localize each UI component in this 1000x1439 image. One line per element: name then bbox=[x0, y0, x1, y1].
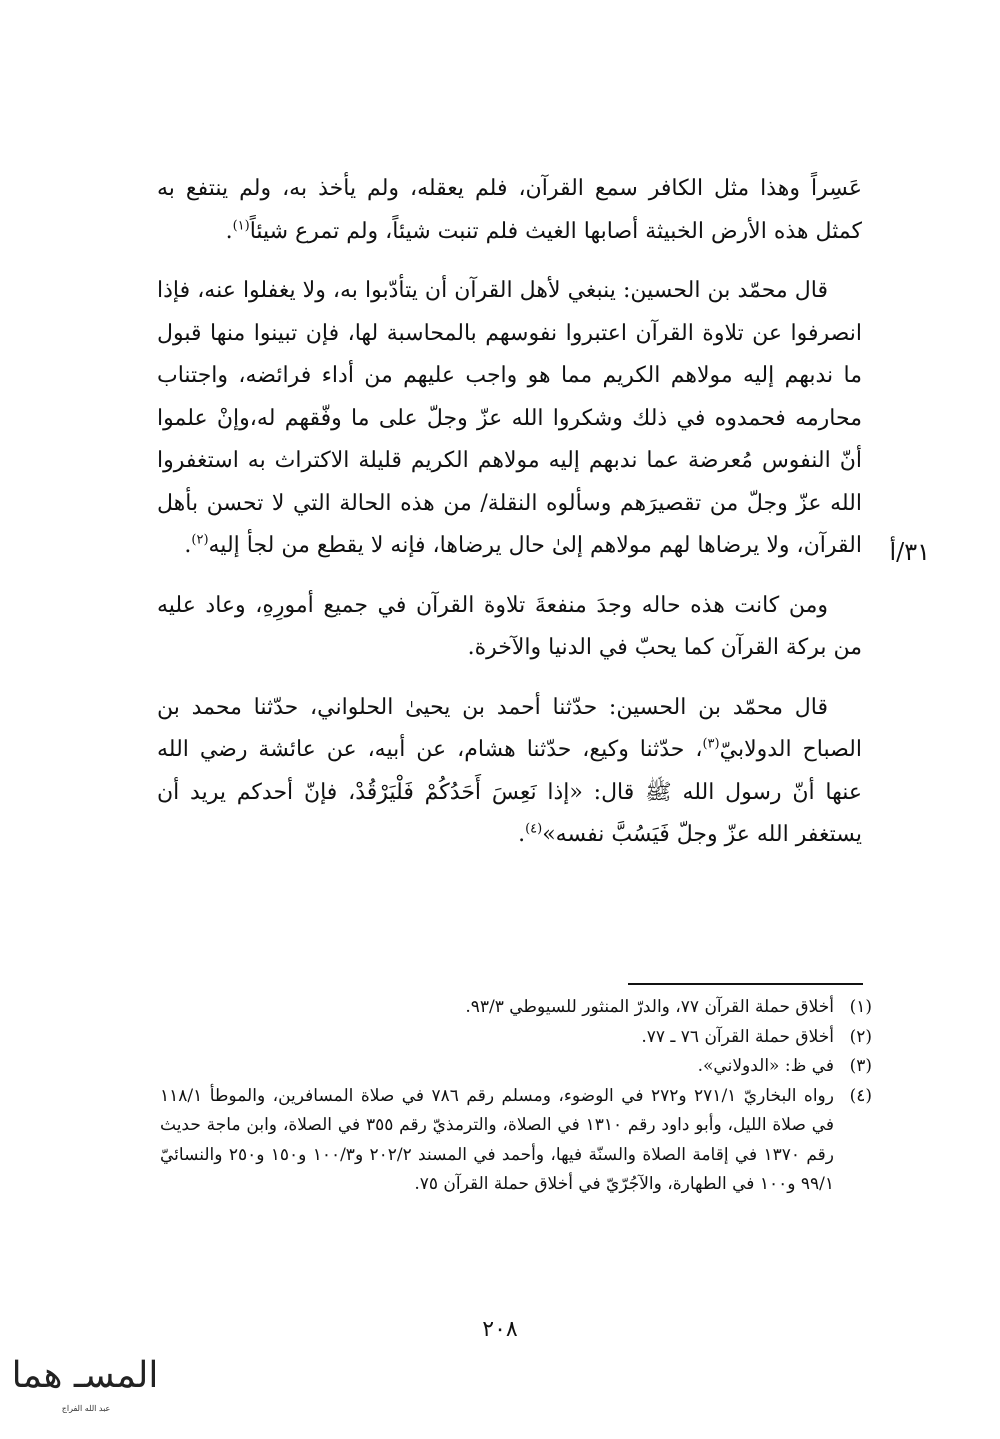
main-text bbox=[157, 168, 862, 857]
paragraph-4-text-a: قال محمّد بن الحسين: حدّثنا أحمد بن يحيىٰ الحلواني، حدّثنا محمد بن الصباح الدولابيّ bbox=[157, 694, 862, 762]
footnote-item bbox=[160, 1082, 872, 1200]
footnote-ref-2: (٢) bbox=[191, 532, 209, 548]
footnote-item bbox=[160, 1052, 872, 1082]
paragraph-4-text-b: ، حدّثنا وكيع، حدّثنا هشام، عن أبيه، عن عائشة رضي الله عنها أنّ رسول الله ﷺ قال: «إذا نَعِسَ أَحَدُكُمْ فَلْيَرْقُدْ، فإنّ أحدكم يريد أن يستغفر الله عزّ وجلّ فَيَسُبَّ نفسه» bbox=[157, 737, 862, 847]
logo-title: المسـ هما bbox=[11, 1355, 159, 1396]
footnote-number: (١) bbox=[849, 997, 872, 1017]
paragraph-2-text: قال محمّد بن الحسين: ينبغي لأهل القرآن أن يتأدّبوا به، ولا يغفلوا عنه، فإذا انصرفوا عن تلاوة القرآن اعتبروا نفوسهم بالمحاسبة لها، فإن تبينوا منها قبول ما ندبهم إليه مولاهم الكريم مما هو واجب عليهم من أداء فرائضه، واجتناب محارمه فحمدوه في ذلك وشكروا الله عزّ وجلّ على ما وفّقهم له،وإنْ علموا أنّ النفوس مُعرضة عما ندبهم إليه مولاهم الكريم قليلة الاكتراث به استغفروا الله عزّ وجلّ من تقصيرَهم وسألوه النقلة/ من هذه الحالة التي لا تحسن بأهل القرآن، ولا يرضاها لهم مولاهم إلىٰ حال يرضاها، فإنه لا يقطع من لجأ إليه bbox=[157, 278, 862, 558]
footnote-item bbox=[160, 993, 872, 1023]
paragraph-4-end: . bbox=[518, 822, 526, 847]
footnotes bbox=[160, 993, 872, 1200]
footnote-separator bbox=[628, 983, 863, 985]
footnote-number: (٢) bbox=[849, 1026, 872, 1047]
footnote-number: (٤) bbox=[849, 1085, 872, 1106]
paragraph-1 bbox=[157, 168, 862, 253]
paragraph-1-end: . bbox=[225, 218, 233, 244]
paragraph-3: ومن كانت هذه حاله وجدَ منفعةَ تلاوة القرآن في جميع أمورِهِ، وعاد عليه من بركة القرآن كما يحبّ في الدنيا والآخرة. bbox=[157, 592, 862, 660]
footnote-number: (٣) bbox=[849, 1056, 872, 1076]
logo-subtitle: عبد الله الفراج bbox=[61, 1404, 111, 1413]
paragraph-2 bbox=[157, 270, 862, 568]
paragraph-4 bbox=[157, 687, 862, 857]
publisher-logo bbox=[8, 1352, 168, 1430]
paragraph-2-end: . bbox=[184, 533, 192, 558]
footnote-text: أخلاق حملة القرآن ٧٦ ـ ٧٧. bbox=[641, 1026, 834, 1047]
footnote-item bbox=[160, 1023, 872, 1053]
manuscript-folio-note: ٣١/أ bbox=[889, 538, 930, 566]
page-number: ٢٠٨ bbox=[482, 1317, 518, 1342]
footnote-text: في ظ: «الدولاني». bbox=[697, 1056, 834, 1076]
paragraph-1-text: عَسِراً وهذا مثل الكافر سمع القرآن، فلم يعقله، ولم يأخذ به، ولم ينتفع به كمثل هذه الأرض الخبيثة أصابها الغيث فلم تنبت شيئاً، ولم تمرع شيئاً bbox=[157, 176, 862, 244]
footnote-text: رواه البخاريّ ٢٧١/١ و٢٧٢ في الوضوء، ومسلم رقم ٧٨٦ في صلاة المسافرين، والموطأ ١١٨/١ في صلاة الليل، وأبو داود رقم ١٣١٠ في الصلاة، والترمذيّ رقم ٣٥٥ في الصلاة، وابن ماجة حديث رقم ١٣٧٠ في إقامة الصلاة والسنّة فيها، وأحمد في المسند ٢٠٢/٢ و١٠٠/٣ و١٥٠ و٢٥٠ والنسائيّ ٩٩/١ و١٠٠ في الطهارة، والآجُرّيّ في أخلاق حملة القرآن ٧٥. bbox=[160, 1085, 834, 1194]
footnote-ref-1: (١) bbox=[232, 218, 250, 234]
footnote-ref-3: (٣) bbox=[702, 736, 720, 752]
footnote-ref-4: (٤) bbox=[525, 821, 543, 837]
footnote-text: أخلاق حملة القرآن ٧٧، والدرّ المنثور للسيوطي ٩٣/٣. bbox=[465, 997, 834, 1017]
